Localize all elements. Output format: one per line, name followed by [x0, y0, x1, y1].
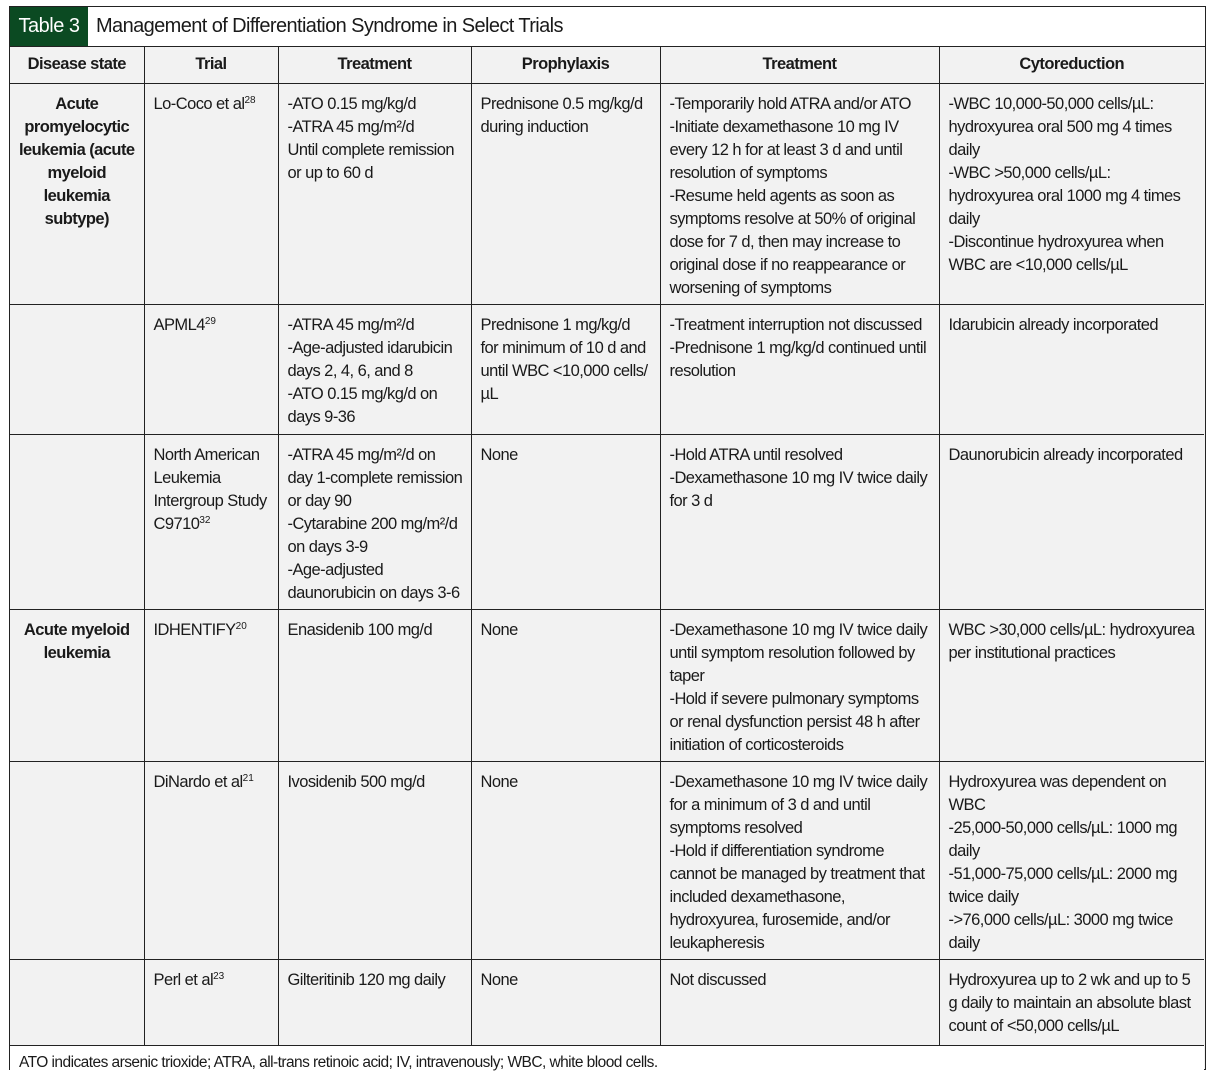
- footnote-row: [10, 1046, 1204, 1084]
- cytoreduction-cell: [939, 610, 1204, 762]
- prophylaxis-cell: [471, 610, 660, 762]
- prophylaxis-cell: [471, 762, 660, 960]
- cell-line: -Dexamethasone 10 mg IV twice daily for a minimum of 3 d and until symptoms resolved: [670, 771, 931, 840]
- table-title-bar: [10, 7, 1205, 47]
- trial-cell: [144, 762, 278, 960]
- disease-state-cell: Acute myeloid leukemia: [10, 610, 144, 762]
- header-ds-treatment: Treatment: [660, 46, 939, 84]
- cell-line: -Hold if differentiation syndrome cannot be managed by treatment that included dexamethasone, hydroxyurea, furosemide, and/or leukapheresis: [670, 840, 931, 955]
- disease-state-cell: Acute promyelocytic leukemia (acute myeloid leukemia subtype): [10, 84, 144, 305]
- header-cytoreduction: Cytoreduction: [939, 46, 1204, 84]
- reference-superscript: 23: [213, 971, 224, 982]
- reference-superscript: 28: [245, 95, 256, 106]
- cytoreduction-cell: [939, 435, 1204, 610]
- table-frame: [9, 6, 1206, 1070]
- trial-name: APML4: [154, 316, 205, 334]
- treatment-cell: [278, 610, 471, 762]
- treatment-cell: [278, 762, 471, 960]
- reference-superscript: 29: [205, 316, 216, 327]
- table-title: Management of Differentiation Syndrome in Select Trials: [96, 15, 563, 38]
- trial-name: IDHENTIFY: [154, 621, 236, 639]
- cell-line: -Hold if severe pulmonary symptoms or renal dysfunction persist 48 h after initiation of corticosteroids: [670, 688, 931, 757]
- cell-line: None: [481, 969, 652, 992]
- cell-line: Idarubicin already incorporated: [949, 314, 1197, 337]
- cell-line: -Age-adjusted daunorubicin on days 3-6: [288, 559, 463, 605]
- cell-line: Not discussed: [670, 969, 931, 992]
- cell-line: None: [481, 771, 652, 794]
- disease-state-cell: [10, 435, 144, 610]
- cytoreduction-cell: [939, 305, 1204, 435]
- cell-line: -Discontinue hydroxyurea when WBC are <10,000 cells/µL: [949, 231, 1197, 277]
- cell-line: Prednisone 0.5 mg/kg/d during induction: [481, 93, 652, 139]
- table-row: [10, 960, 1204, 1046]
- cell-line: -ATO 0.15 mg/kg/d on days 9-36: [288, 383, 463, 429]
- reference-superscript: 21: [243, 773, 254, 784]
- cell-line: WBC >30,000 cells/µL: hydroxyurea per institutional practices: [949, 619, 1197, 665]
- cell-line: Hydroxyurea up to 2 wk and up to 5 g daily to maintain an absolute blast count of <50,000 cells/µL: [949, 969, 1197, 1038]
- cell-line: -Dexamethasone 10 mg IV twice daily until symptom resolution followed by taper: [670, 619, 931, 688]
- prophylaxis-cell: [471, 84, 660, 305]
- treatment-cell: [278, 305, 471, 435]
- trial-name: Lo-Coco et al: [154, 95, 245, 113]
- table-row: [10, 84, 1204, 305]
- cell-line: Enasidenib 100 mg/d: [288, 619, 463, 642]
- cell-line: Prednisone 1 mg/kg/d for minimum of 10 d and until WBC <10,000 cells/µL: [481, 314, 652, 406]
- cell-line: -Cytarabine 200 mg/m²/d on days 3-9: [288, 513, 463, 559]
- cell-line: Until complete remission or up to 60 d: [288, 139, 463, 185]
- cell-line: -Temporarily hold ATRA and/or ATO: [670, 93, 931, 116]
- cell-line: Daunorubicin already incorporated: [949, 444, 1197, 467]
- trial-name: North American Leukemia Intergroup Study C9710: [154, 446, 267, 533]
- header-row: [10, 46, 1204, 84]
- table-row: [10, 305, 1204, 435]
- ds-treatment-cell: [660, 762, 939, 960]
- prophylaxis-cell: [471, 960, 660, 1046]
- trial-name: DiNardo et al: [154, 773, 243, 791]
- cell-line: -ATO 0.15 mg/kg/d: [288, 93, 463, 116]
- disease-state-cell: [10, 960, 144, 1046]
- cell-line: None: [481, 444, 652, 467]
- ds-treatment-cell: [660, 435, 939, 610]
- ds-treatment-cell: [660, 84, 939, 305]
- ds-treatment-cell: [660, 610, 939, 762]
- header-prophylaxis: Prophylaxis: [471, 46, 660, 84]
- table-row: [10, 762, 1204, 960]
- cell-line: -ATRA 45 mg/m²/d: [288, 116, 463, 139]
- cell-line: -Prednisone 1 mg/kg/d continued until resolution: [670, 337, 931, 383]
- footnote: ATO indicates arsenic trioxide; ATRA, all-trans retinoic acid; IV, intravenously; WBC, white blood cells.: [10, 1046, 1204, 1084]
- reference-superscript: 32: [199, 515, 210, 526]
- treatment-cell: [278, 960, 471, 1046]
- cytoreduction-cell: [939, 762, 1204, 960]
- cell-line: -WBC 10,000-50,000 cells/µL: hydroxyurea oral 500 mg 4 times daily: [949, 93, 1197, 162]
- trial-name: Perl et al: [154, 971, 214, 989]
- disease-state-cell: [10, 762, 144, 960]
- cell-line: -ATRA 45 mg/m²/d on day 1-complete remission or day 90: [288, 444, 463, 513]
- treatment-cell: [278, 435, 471, 610]
- header-treatment: Treatment: [278, 46, 471, 84]
- cell-line: None: [481, 619, 652, 642]
- cytoreduction-cell: [939, 960, 1204, 1046]
- trial-cell: [144, 84, 278, 305]
- table-row: [10, 435, 1204, 610]
- cell-line: -Resume held agents as soon as symptoms resolve at 50% of original dose for 7 d, then may increase to original dose if no reappearance or worsening of symptoms: [670, 185, 931, 300]
- cell-line: -WBC >50,000 cells/µL: hydroxyurea oral 1000 mg 4 times daily: [949, 162, 1197, 231]
- trial-cell: [144, 610, 278, 762]
- ds-treatment-cell: [660, 960, 939, 1046]
- trial-cell: [144, 435, 278, 610]
- cell-line: -Dexamethasone 10 mg IV twice daily for 3 d: [670, 467, 931, 513]
- disease-state-cell: [10, 305, 144, 435]
- header-trial: Trial: [144, 46, 278, 84]
- cell-line: -Age-adjusted idarubicin days 2, 4, 6, and 8: [288, 337, 463, 383]
- trial-cell: [144, 305, 278, 435]
- table-number-badge: Table 3: [10, 7, 88, 46]
- cell-line: -Hold ATRA until resolved: [670, 444, 931, 467]
- reference-superscript: 20: [236, 621, 247, 632]
- prophylaxis-cell: [471, 435, 660, 610]
- cell-line: -51,000-75,000 cells/µL: 2000 mg twice daily: [949, 863, 1197, 909]
- trial-cell: [144, 960, 278, 1046]
- cell-line: -Initiate dexamethasone 10 mg IV every 12 h for at least 3 d and until resolution of symptoms: [670, 116, 931, 185]
- table-row: [10, 610, 1204, 762]
- header-disease-state: Disease state: [10, 46, 144, 84]
- cell-line: Gilteritinib 120 mg daily: [288, 969, 463, 992]
- cell-line: -25,000-50,000 cells/µL: 1000 mg daily: [949, 817, 1197, 863]
- cytoreduction-cell: [939, 84, 1204, 305]
- cell-line: Ivosidenib 500 mg/d: [288, 771, 463, 794]
- ds-treatment-cell: [660, 305, 939, 435]
- prophylaxis-cell: [471, 305, 660, 435]
- cell-line: -Treatment interruption not discussed: [670, 314, 931, 337]
- cell-line: ->76,000 cells/µL: 3000 mg twice daily: [949, 909, 1197, 955]
- differentiation-syndrome-table: [10, 46, 1204, 1084]
- cell-line: -ATRA 45 mg/m²/d: [288, 314, 463, 337]
- treatment-cell: [278, 84, 471, 305]
- cell-line: Hydroxyurea was dependent on WBC: [949, 771, 1197, 817]
